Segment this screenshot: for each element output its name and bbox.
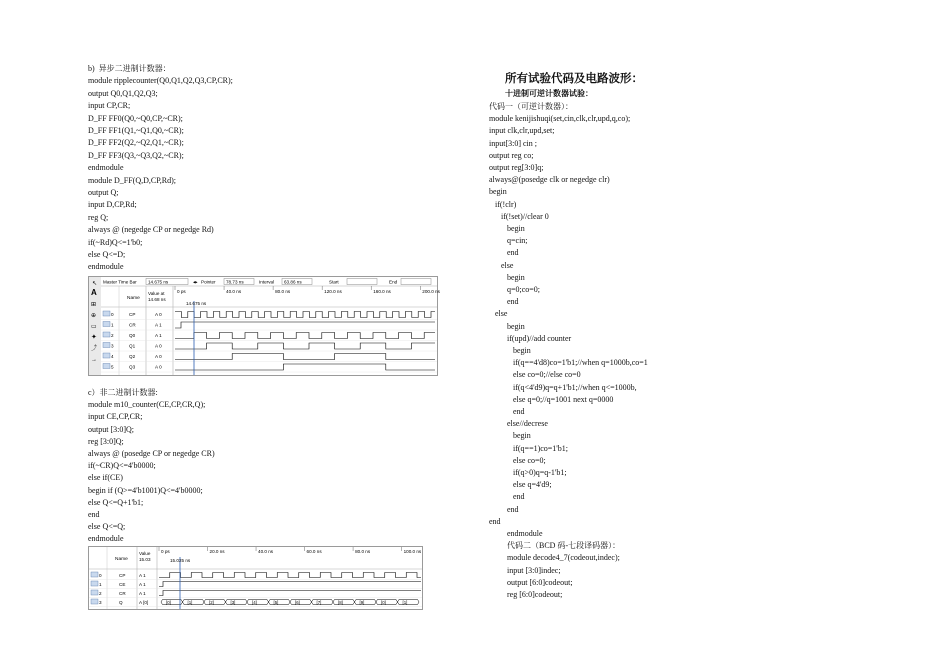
code-line: endmodule: [88, 534, 124, 544]
time-tick-label: 120.0 ns: [324, 289, 342, 294]
signal-index: 5: [111, 364, 114, 370]
interval-value: 63.86 ns: [284, 279, 302, 285]
bus-segment: [226, 600, 248, 605]
waveform-panel-async-counter: [88, 276, 438, 376]
bus-value: [5]: [273, 599, 279, 605]
code-line: if(q>0)q=q-1'b1;: [513, 468, 567, 477]
code-line: output [3:0]Q;: [88, 424, 134, 434]
code-line: D_FF FF0(Q0,~Q0,CP,~CR);: [88, 113, 183, 123]
time-tick-label: 100.0 ns: [403, 549, 422, 554]
bus-segment: [161, 600, 183, 605]
code-line: if(q<4'd9)q=q+1'b1;//when q<=1000b,: [513, 382, 637, 392]
signal-name[interactable]: CR: [129, 322, 136, 328]
code-line: reg Q;: [88, 212, 109, 222]
signal-name[interactable]: CR: [119, 591, 126, 596]
code-line: output [6:0]codeout;: [507, 577, 573, 587]
signal-name[interactable]: Q0: [129, 333, 136, 338]
bus-value: [2]: [209, 599, 214, 605]
signal-index: 1: [99, 582, 102, 587]
input-pin-icon: [103, 332, 110, 337]
name-column-header: Name: [127, 296, 140, 301]
code-line: if(upd)//add counter: [507, 333, 572, 343]
code-line: endmodule: [88, 163, 124, 173]
code-line: input D,CP,Rd;: [88, 200, 137, 210]
time-tick-label: 60.0 ns: [306, 549, 322, 554]
signal-value: A 0: [155, 343, 162, 349]
signal-index: 2: [99, 591, 102, 596]
signal-index: 0: [111, 312, 114, 317]
pointer-label: Pointer: [201, 279, 216, 285]
code-line: module ripplecounter(Q0,Q1,Q2,Q3,CP,CR);: [88, 76, 233, 86]
waveform-panel-m10-counter: [88, 546, 423, 610]
overwrite-icon[interactable]: →: [91, 357, 97, 363]
code-line: input CE,CP,CR;: [88, 412, 143, 422]
master-time-value: 14.675 ns: [148, 279, 169, 285]
bus-value: [0]: [166, 599, 171, 605]
input-pin-icon: [103, 322, 110, 327]
code-line: else: [501, 260, 514, 270]
pointer-tool-icon[interactable]: ↖: [92, 281, 98, 287]
signal-name[interactable]: CP: [119, 573, 126, 578]
code-line: else: [495, 309, 508, 319]
value-column-time: 14.68 ns: [148, 297, 166, 302]
bus-value: [6]: [295, 599, 300, 605]
code-line: if(!clr): [495, 199, 517, 209]
code-line: begin: [507, 321, 525, 331]
code-line: module decode4_7(codeout,indec);: [507, 553, 620, 563]
signal-name[interactable]: Q2: [129, 354, 136, 359]
code-line: endmodule: [88, 262, 124, 272]
start-label: Start: [329, 279, 339, 285]
code-line: end: [507, 248, 519, 258]
code-line: D_FF FF1(Q1,~Q1,Q0,~CR);: [88, 126, 184, 135]
right-subtitle: 十进制可逆计数器试验：: [505, 89, 593, 98]
value-column-header: Value at: [148, 291, 165, 296]
value-column-time-2: 15.03: [139, 557, 151, 562]
code-line: if(!set)//clear 0: [501, 211, 549, 221]
code-line: if(q==4'd8)co=1'b1;//when q=1000b,co=1: [513, 358, 648, 368]
bus-value: [8]: [338, 599, 343, 605]
signal-value: A 1: [155, 322, 162, 328]
end-label: End: [389, 279, 398, 285]
bus-value: [3]: [230, 599, 236, 605]
code-line: input [3:0]indec;: [507, 565, 561, 575]
code-line: begin if (Q>=4'b1001)Q<=4'b0000;: [88, 485, 203, 495]
code-line: begin: [513, 431, 531, 441]
waveform-1-svg: [89, 277, 440, 375]
time-tick-label: 40.0 ns: [226, 289, 242, 294]
code-line: else Q<=Q;: [88, 522, 126, 532]
code-line: reg [3:0]Q;: [88, 436, 124, 446]
time-bar-marker-label-2: 15.025 ns: [170, 558, 191, 563]
input-pin-icon: [103, 311, 110, 316]
signal-index: 2: [111, 333, 114, 338]
signal-value: A 1: [139, 582, 146, 587]
full-screen-icon[interactable]: ▭: [91, 324, 97, 330]
code-line: q=cin;: [507, 236, 528, 246]
time-bar-marker-label: 14.675 ns: [186, 301, 207, 306]
code-line: reg [6:0]codeout;: [507, 590, 563, 599]
find-icon[interactable]: ✦: [91, 334, 97, 341]
input-pin-icon: [103, 353, 110, 358]
bus-value: [7]: [316, 599, 322, 605]
bus-segment: [333, 600, 355, 605]
input-pin-icon: [91, 599, 98, 604]
waveform-edit-icon[interactable]: ⊞: [91, 302, 97, 308]
signal-value: A 0: [155, 364, 162, 370]
code-line: output Q0,Q1,Q2,Q3;: [88, 88, 158, 98]
code-line: begin: [489, 187, 507, 197]
bus-segment: [247, 600, 269, 605]
bus-value: [1]: [187, 599, 193, 605]
text-tool-icon[interactable]: A: [91, 288, 97, 297]
code-line: end: [513, 407, 525, 416]
time-tick-label: 0 ps: [161, 549, 170, 554]
master-time-bar-label: Master Time Bar: [103, 279, 137, 285]
code-line: b) 异步二进制计数器：: [88, 64, 171, 73]
signal-name[interactable]: Q: [119, 600, 123, 605]
code-line: D_FF FF3(Q3,~Q3,Q2,~CR);: [88, 150, 184, 160]
waveform-2-svg: [89, 547, 422, 609]
code-line: always @ (posedge CP or negedge CR): [88, 449, 215, 458]
code-line: module kenijishuqi(set,cin,clk,clr,upd,q,co);: [489, 114, 631, 124]
signal-index: 3: [99, 600, 102, 605]
bus-segment: [376, 600, 398, 605]
code-line: 代码一（可逆计数器）：: [489, 102, 573, 111]
signal-index: 1: [111, 322, 114, 328]
code-line: 代码二（BCD 码-七段译码器）：: [507, 541, 621, 551]
code-line: end: [513, 492, 525, 502]
time-tick-label: 40.0 ns: [258, 549, 274, 554]
bus-segment: [290, 600, 312, 605]
bus-segment: [355, 600, 377, 605]
code-line: endmodule: [507, 529, 543, 538]
code-line: D_FF FF2(Q2,~Q2,Q1,~CR);: [88, 138, 184, 148]
bus-segment: [183, 600, 205, 605]
signal-value: A 0: [155, 354, 162, 359]
code-line: else Q<=Q+1'b1;: [88, 497, 144, 507]
time-tick-label: 80.0 ns: [275, 289, 291, 294]
signal-value: A 1: [155, 333, 162, 338]
interval-label: Interval: [259, 279, 275, 285]
signal-name[interactable]: Q3: [129, 364, 136, 370]
code-line: end: [507, 504, 519, 514]
code-line: else Q<=D;: [88, 250, 126, 259]
code-line: input CP,CR;: [88, 101, 131, 111]
signal-value: A 1: [139, 573, 146, 578]
code-line: else//decrese: [507, 419, 548, 429]
code-line: output reg[3:0]q;: [489, 163, 544, 172]
replace-icon[interactable]: ⤴: [91, 346, 98, 352]
name-column-header-2: Name: [115, 557, 128, 562]
code-line: end: [507, 297, 519, 307]
code-line: input[3:0] cin ;: [489, 138, 537, 148]
code-line: output Q;: [88, 188, 119, 197]
signal-index: 3: [111, 343, 114, 349]
value-column-header-2: Value: [139, 551, 151, 556]
input-pin-icon: [103, 343, 110, 348]
input-pin-icon: [91, 572, 98, 577]
code-line: c）非二进制计数器:: [88, 388, 158, 397]
signal-name[interactable]: CE: [119, 582, 126, 587]
code-line: module m10_counter(CE,CP,CR,Q);: [88, 400, 206, 410]
code-line: else q=0;//q=1001 next q=0000: [513, 394, 614, 404]
right-title: 所有试验代码及电路波形：: [505, 73, 643, 85]
signal-index: 0: [99, 573, 102, 578]
code-line: else co=0;//else co=0: [513, 370, 581, 380]
code-line: output reg co;: [489, 150, 534, 160]
zoom-icon[interactable]: ⊕: [91, 313, 97, 319]
bus-value: [4]: [252, 599, 257, 605]
input-pin-icon: [103, 364, 110, 369]
signal-value: A 1: [139, 591, 146, 596]
bus-segment: [312, 600, 334, 605]
bus-value: [1]: [402, 599, 408, 605]
bus-segment: [398, 600, 420, 605]
bus-value: [9]: [359, 599, 365, 605]
signal-name[interactable]: Q1: [129, 343, 136, 349]
code-line: always @ (negedge CP or negedge Rd): [88, 225, 214, 235]
time-tick-label: 0 ps: [177, 289, 186, 294]
input-pin-icon: [91, 590, 98, 595]
code-line: else if(CE): [88, 473, 123, 483]
signal-name[interactable]: CP: [129, 312, 136, 317]
end-field[interactable]: [401, 279, 431, 285]
time-tick-label: 160.0 ns: [373, 289, 391, 294]
code-line: begin: [513, 346, 531, 355]
code-line: end: [88, 510, 100, 519]
code-line: if(~Rd)Q<=1'b0;: [88, 237, 143, 247]
code-line: input clk,clr,upd,set;: [489, 126, 555, 136]
time-tick-label: 80.0 ns: [355, 549, 371, 554]
code-line: module D_FF(Q,D,CP,Rd);: [88, 175, 177, 185]
time-bar-stepper-icon[interactable]: ◂▸: [193, 279, 198, 285]
code-line: end: [489, 516, 501, 526]
input-pin-icon: [91, 581, 98, 586]
start-field[interactable]: [347, 279, 377, 285]
code-line: always@(posedge clk or negedge clr): [489, 175, 610, 185]
code-line: else q=4'd9;: [513, 480, 552, 490]
code-line: begin: [507, 272, 525, 282]
bus-segment: [269, 600, 291, 605]
bus-value: [0]: [381, 599, 386, 605]
code-line: begin: [507, 224, 525, 233]
code-line: else co=0;: [513, 455, 546, 465]
pointer-value: 78.73 ns: [226, 279, 244, 285]
signal-index: 4: [111, 354, 114, 359]
code-line: if(~CR)Q<=4'b0000;: [88, 461, 156, 471]
time-tick-label: 200.0 ns: [422, 289, 440, 294]
code-line: if(q==1)co=1'b1;: [513, 443, 568, 453]
signal-value: A 0: [155, 312, 162, 317]
signal-value: A [0]: [139, 600, 149, 605]
time-tick-label: 20.0 ns: [209, 549, 225, 554]
bus-segment: [204, 600, 226, 605]
code-line: q=0;co=0;: [507, 285, 541, 294]
